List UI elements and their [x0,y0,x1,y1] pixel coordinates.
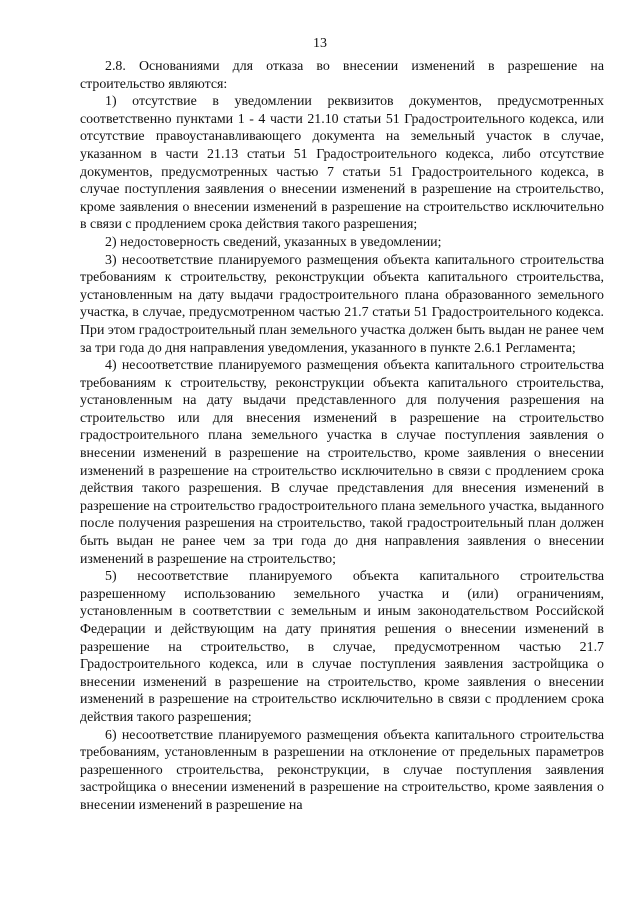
paragraph-item-1: 1) отсутствие в уведомлении реквизитов документов, предусмотренных соответственно пунктами 1 - 4 части 21.10 статьи 51 Градостроительного кодекса, или отсутствие правоустанавливающего документа на земельный участок в случае, указанном в части 21.13 статьи 51 Градостроительного кодекса, либо отсутствие документов, предусмотренных частью 7 статьи 51 Градостроительного кодекса, в случае поступления заявления о внесении изменений в разрешение на строительство, кроме заявления о внесении изменений в разрешение на строительство исключительно в связи с продлением срока действия такого разрешения; [80,94,604,233]
paragraph-item-6: 6) несоответствие планируемого размещения объекта капитального строительства требованиям, установленным в разрешении на отклонение от предельных параметров разрешенного строительства, реконструкции, в случае поступления заявления застройщика о внесении изменений в разрешение на строительство, кроме заявления о внесении изменений в разрешение на [80,727,604,813]
paragraph-item-4: 4) несоответствие планируемого размещения объекта капитального строительства требованиям к строительству, реконструкции объекта капитального строительства, установленным на дату выдачи представленного для получения разрешения на строительство или для внесения изменений в разрешение на строительство градостроительного плана земельного участка в случае поступления заявления о внесении изменений в разрешение на строительство, кроме заявления о внесении изменений в разрешение на строительство исключительно в связи с продлением срока действия такого разрешения. В случае представления для внесения изменений в разрешение на строительство градостроительного плана земельного участка, выданного после получения разрешения на строительство, такой градостроительный план должен быть выдан не ранее чем за три года до дня направления заявления о внесении изменений в разрешение на строительство; [80,358,604,567]
document-body [80,58,604,815]
paragraph-2-8-heading: 2.8. Основаниями для отказа во внесении изменений в разрешение на строительство являются: [80,59,604,92]
paragraph-item-3: 3) несоответствие планируемого размещения объекта капитального строительства требованиям к строительству, реконструкции объекта капитального строительства, установленным на дату выдачи градостроительного плана образованного земельного участка, в случае, предусмотренном частью 21.7 статьи 51 Градостроительного кодекса. При этом градостроительный план земельного участка должен быть выдан не ранее чем за три года до дня направления уведомления, указанного в пункте 2.6.1 Регламента; [80,252,604,356]
paragraph-item-2: 2) недостоверность сведений, указанных в уведомлении; [105,234,442,250]
paragraph-item-5: 5) несоответствие планируемого объекта капитального строительства разрешенному использованию земельного участка и (или) ограничениям, установленным в соответствии с земельным и иным законодательством Российской Федерации и действующим на дату принятия решения о внесении изменений в разрешение на строительство, в случае, предусмотренном частью 21.7 Градостроительного кодекса, или в случае поступления заявления застройщика о внесении изменений в разрешение на строительство, кроме заявления о внесении изменений в разрешение на строительство исключительно в связи с продлением срока действия такого разрешения; [80,569,604,725]
page-number: 13 [313,36,327,51]
